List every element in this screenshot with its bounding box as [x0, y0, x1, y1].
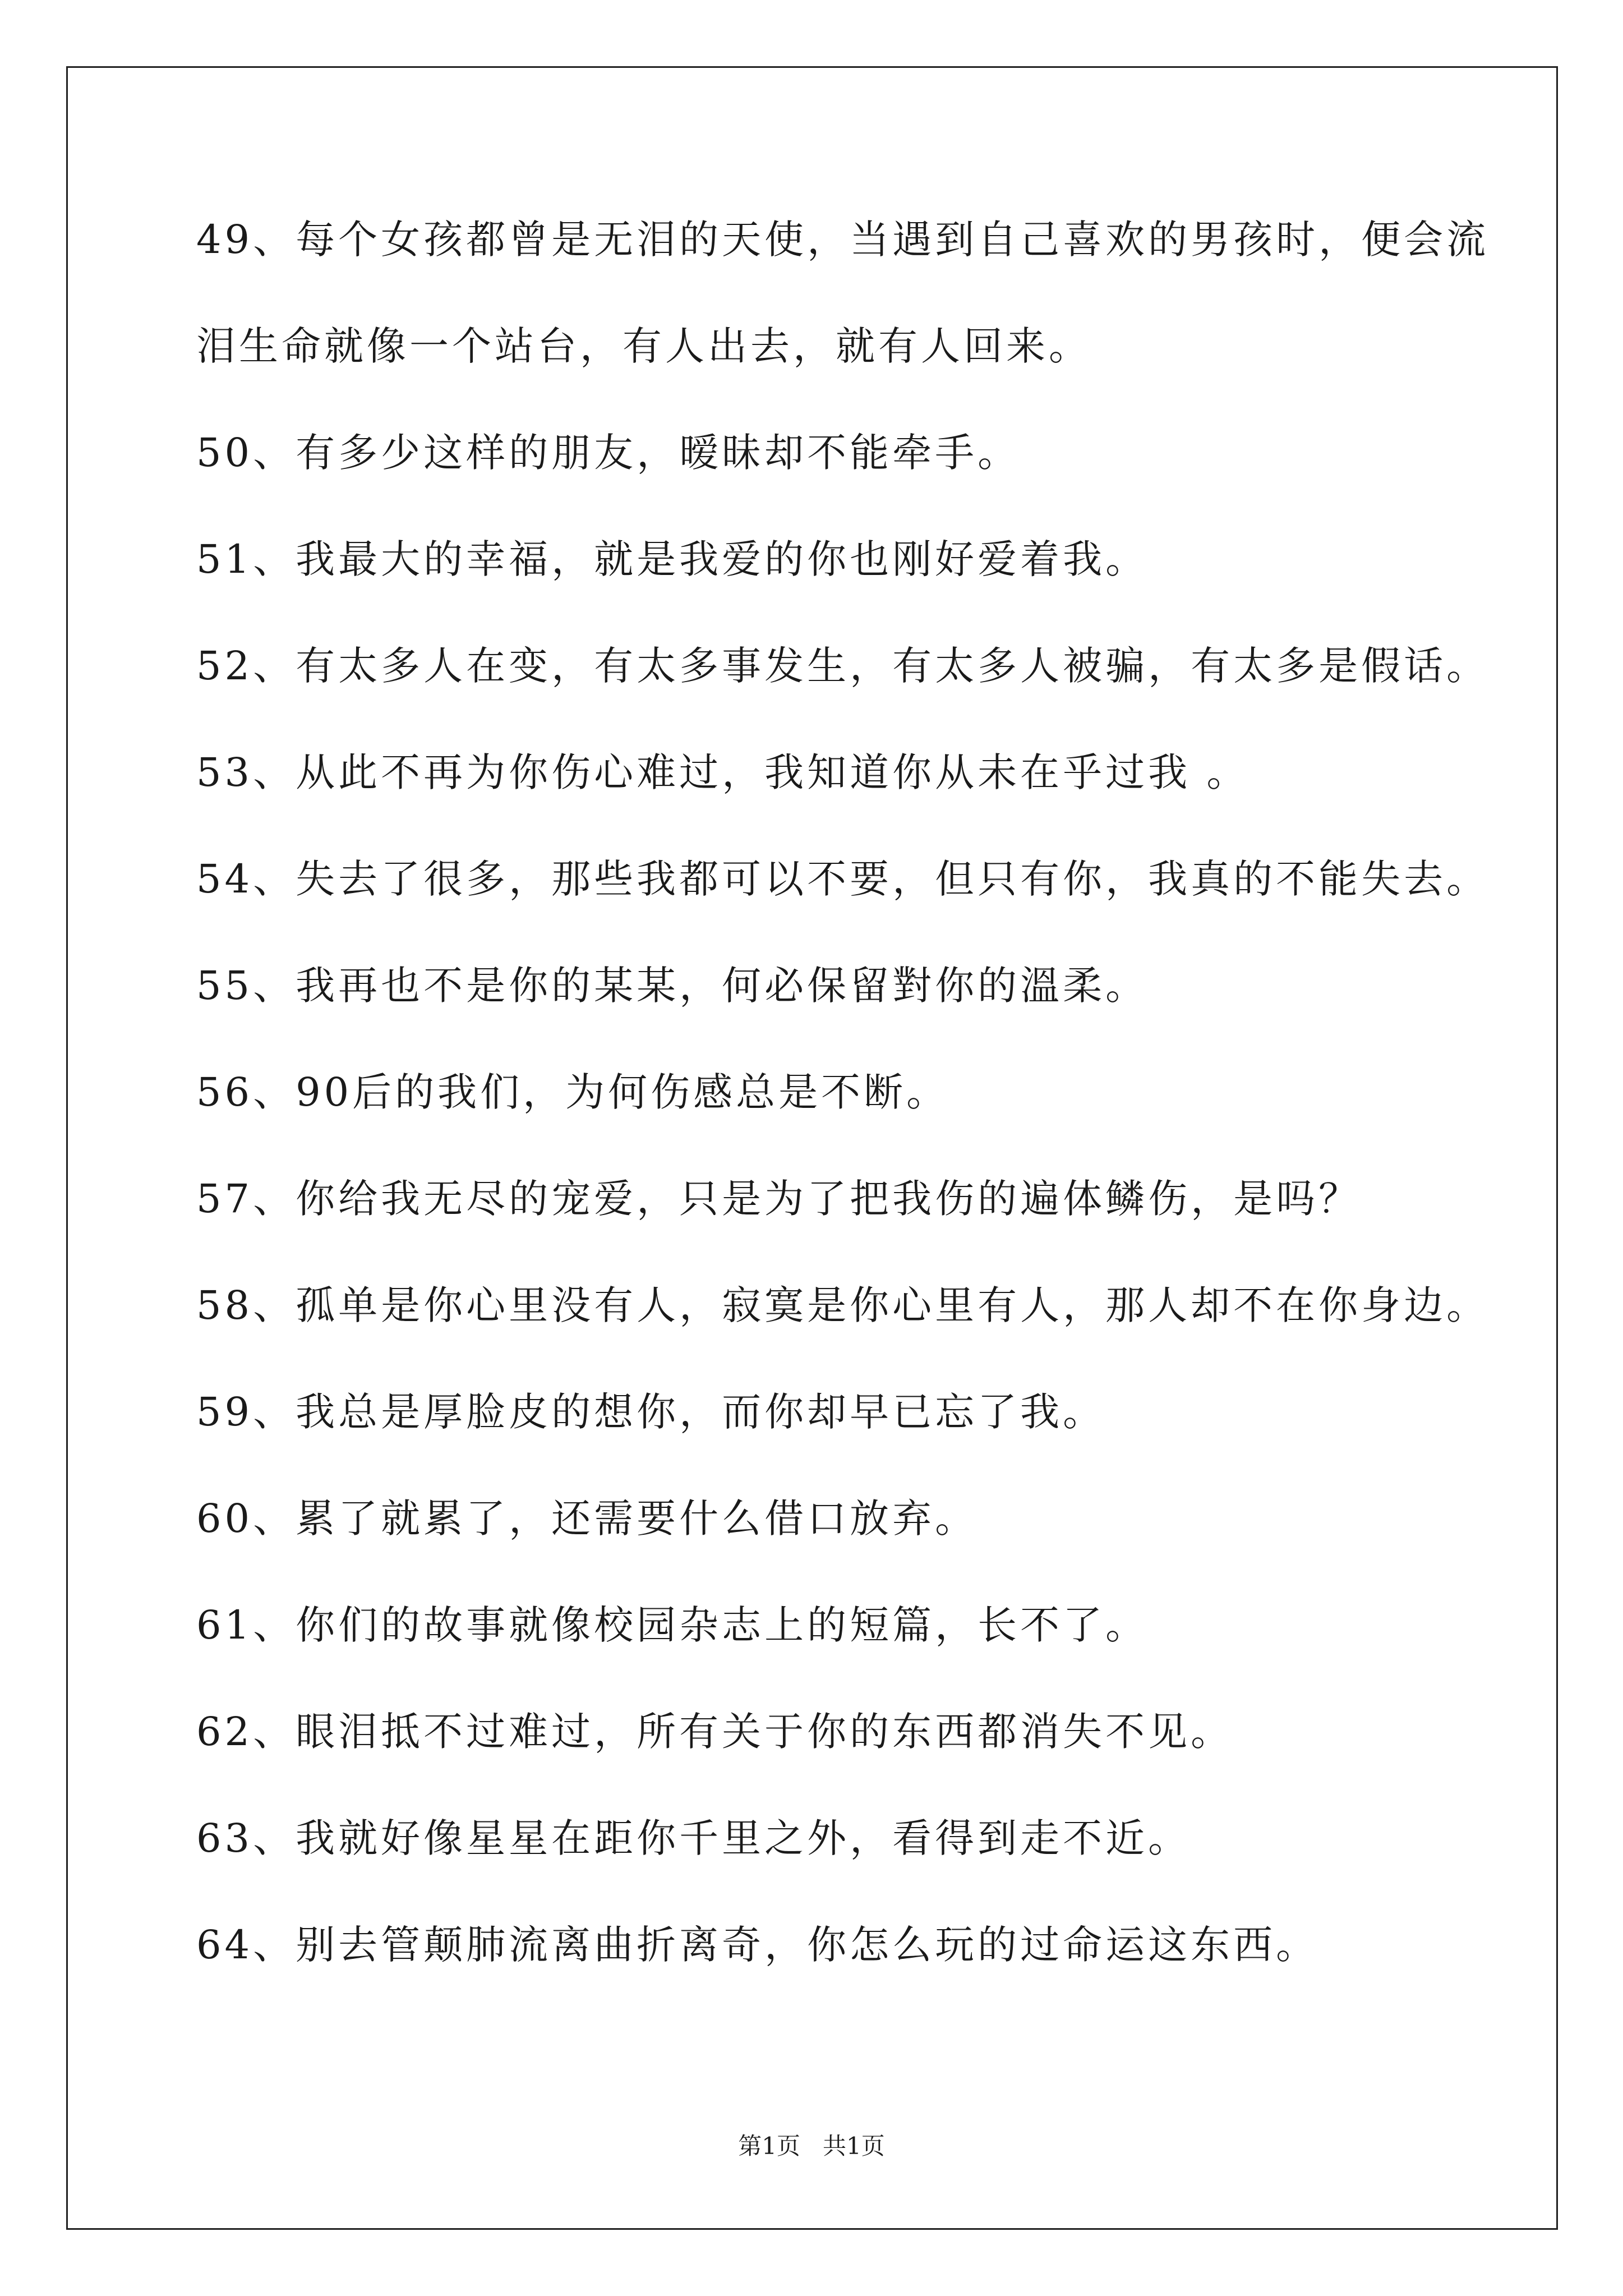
text-line: 61、你们的故事就像校园杂志上的短篇，长不了。 [196, 1602, 1149, 1648]
text-line: 50、有多少这样的朋友，暧昧却不能牵手。 [196, 430, 1021, 476]
text-line: 56、90后的我们，为何伤感总是不断。 [196, 1069, 949, 1115]
text-line: 64、别去管颠肺流离曲折离奇，你怎么玩的过命运这东西。 [196, 1922, 1319, 1968]
text-line: 57、你给我无尽的宠爱，只是为了把我伤的遍体鳞伤，是吗？ [196, 1176, 1362, 1222]
text-line: 49、每个女孩都曾是无泪的天使，当遇到自己喜欢的男孩时，便会流 [196, 217, 1490, 263]
document-body [196, 217, 1490, 2032]
text-line: 54、失去了很多，那些我都可以不要，但只有你，我真的不能失去。 [196, 856, 1490, 902]
text-line: 60、累了就累了，还需要什么借口放弃。 [196, 1496, 978, 1542]
text-line: 52、有太多人在变，有太多事发生，有太多人被骗，有太多是假话。 [196, 643, 1490, 689]
text-line: 53、从此不再为你伤心难过，我知道你从未在乎过我 。 [196, 749, 1249, 795]
text-line: 泪生命就像一个站台，有人出去，就有人回来。 [196, 323, 1091, 369]
text-line: 62、眼泪抵不过难过，所有关于你的东西都消失不见。 [196, 1709, 1234, 1755]
text-line: 63、我就好像星星在距你千里之外，看得到走不近。 [196, 1815, 1191, 1861]
text-line: 58、孤单是你心里没有人，寂寞是你心里有人，那人却不在你身边。 [196, 1282, 1490, 1328]
text-line: 51、我最大的幸福，就是我爱的你也刚好爱着我。 [196, 536, 1149, 582]
page-number-footer: 第1页 共1页 [738, 2132, 885, 2160]
text-line: 59、我总是厚脸皮的想你，而你却早已忘了我。 [196, 1389, 1106, 1435]
text-line: 55、我再也不是你的某某，何必保留對你的溫柔。 [196, 963, 1149, 1009]
